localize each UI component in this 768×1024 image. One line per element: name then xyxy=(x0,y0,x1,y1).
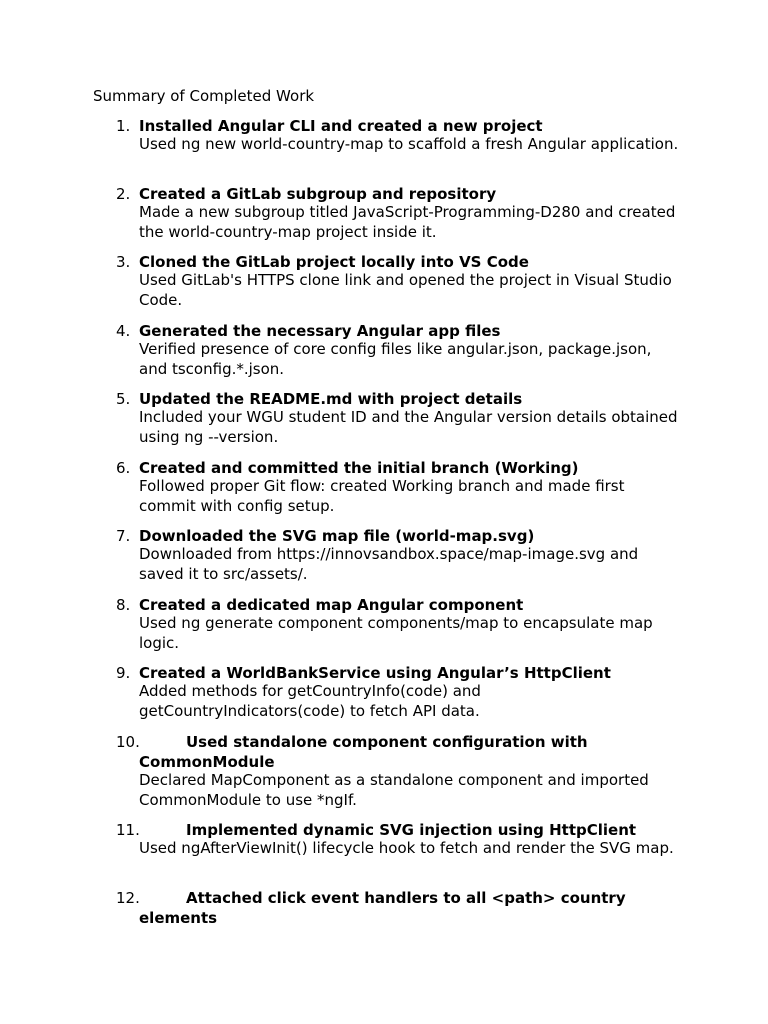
item-number: 4. xyxy=(116,322,131,340)
document-title: Summary of Completed Work xyxy=(93,87,315,105)
item-number: 3. xyxy=(116,253,131,271)
item-heading: Created a dedicated map Angular component xyxy=(139,596,524,614)
item-heading: Downloaded the SVG map file (world-map.svg) xyxy=(139,527,535,545)
item-number: 11. xyxy=(116,821,140,839)
item-number: 6. xyxy=(116,459,131,477)
item-description: Followed proper Git flow: created Working branch and made first commit with config setup. xyxy=(139,477,625,515)
item-heading: Used standalone component configuration with CommonModule xyxy=(139,733,588,771)
item-description: Added methods for getCountryInfo(code) and getCountryIndicators(code) to fetch API data. xyxy=(139,682,481,720)
item-description: Made a new subgroup titled JavaScript-Programming-D280 and created the world-country-map project inside it. xyxy=(139,203,676,241)
item-heading: Cloned the GitLab project locally into VS Code xyxy=(139,253,529,271)
item-heading: Implemented dynamic SVG injection using HttpClient xyxy=(186,821,637,839)
item-description: Included your WGU student ID and the Angular version details obtained using ng --version. xyxy=(139,408,678,446)
item-description: Used ng new world-country-map to scaffold a fresh Angular application. xyxy=(139,135,679,153)
item-number: 5. xyxy=(116,390,131,408)
item-number: 1. xyxy=(116,117,131,135)
item-number: 7. xyxy=(116,527,131,545)
item-heading: Installed Angular CLI and created a new project xyxy=(139,117,543,135)
item-description: Verified presence of core config files like angular.json, package.json, and tsconfig.*.json. xyxy=(139,340,652,378)
item-heading: Created and committed the initial branch (Working) xyxy=(139,459,579,477)
item-heading: Created a GitLab subgroup and repository xyxy=(139,185,497,203)
item-number: 12. xyxy=(116,889,140,907)
item-number: 10. xyxy=(116,733,140,751)
item-number: 9. xyxy=(116,664,131,682)
item-description: Downloaded from https://innovsandbox.space/map-image.svg and saved it to src/assets/. xyxy=(139,545,639,583)
item-heading: Updated the README.md with project details xyxy=(139,390,523,408)
item-heading: Generated the necessary Angular app files xyxy=(139,322,501,340)
item-heading: Created a WorldBankService using Angular’s HttpClient xyxy=(139,664,611,682)
item-description: Used GitLab's HTTPS clone link and opened the project in Visual Studio Code. xyxy=(139,271,672,309)
item-description: Declared MapComponent as a standalone component and imported CommonModule to use *ngIf. xyxy=(139,771,649,809)
item-heading: Attached click event handlers to all <path> country elements xyxy=(139,889,626,927)
item-description: Used ng generate component components/map to encapsulate map logic. xyxy=(139,614,653,652)
item-number: 2. xyxy=(116,185,131,203)
item-description: Used ngAfterViewInit() lifecycle hook to fetch and render the SVG map. xyxy=(139,839,674,857)
item-number: 8. xyxy=(116,596,131,614)
